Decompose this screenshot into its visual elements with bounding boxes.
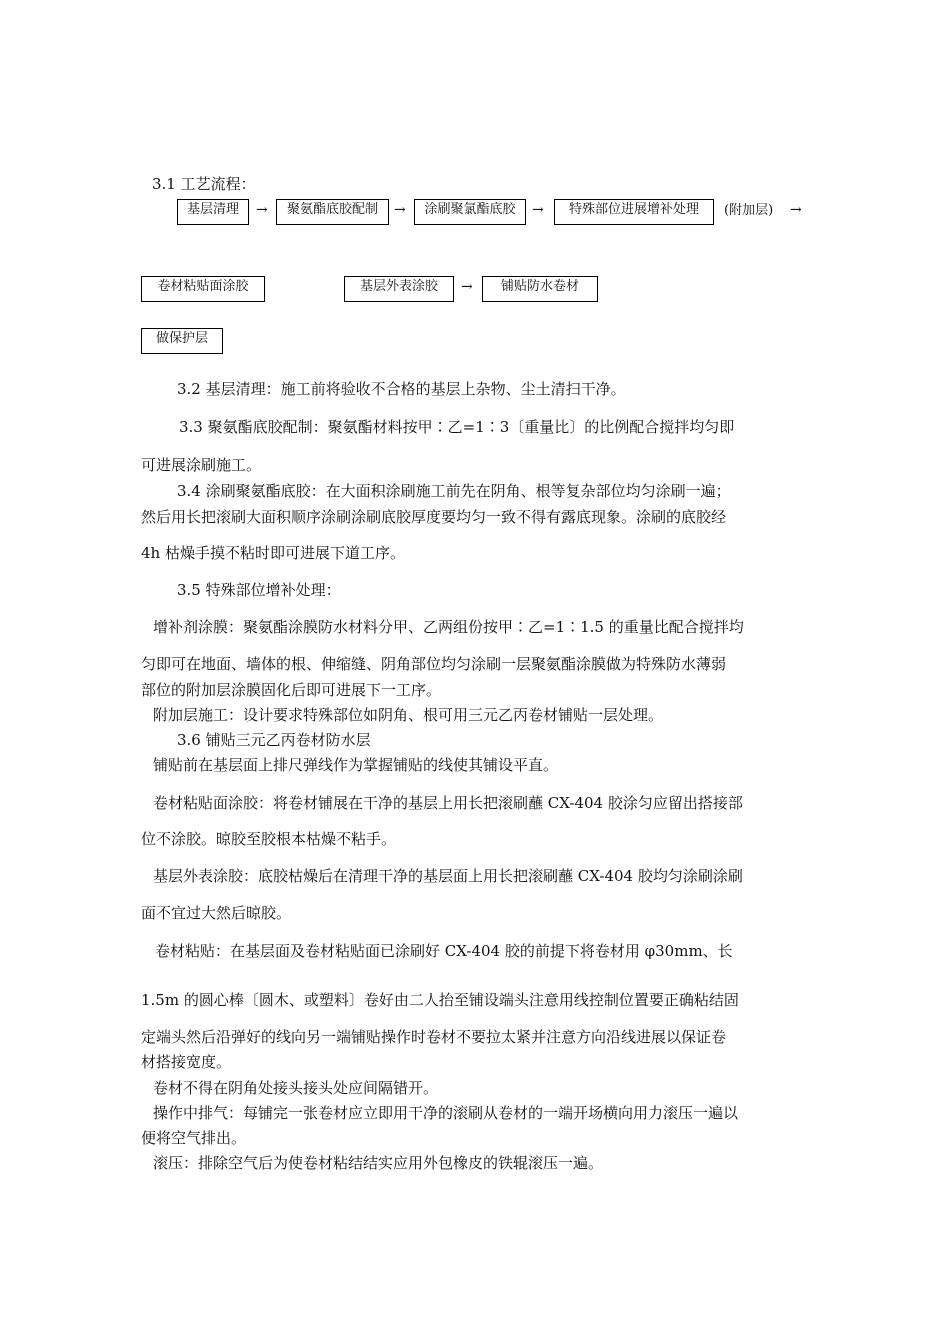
flow-step-protection-layer: 做保护层 [141,328,223,354]
flow-step-base-glue: 基层外表涂胶 [344,276,454,302]
paragraph-membrane-glue-cont: 位不涂胶。晾胶至胶根本枯燥不粘手。 [141,830,397,848]
paragraph-joint-rule: 卷材不得在阴角处接头接头处应间隔错开。 [153,1079,439,1097]
flow-step-lay-membrane: 铺贴防水卷材 [482,276,598,302]
paragraph-3-3-cont: 可进展涂刷施工。 [141,456,262,474]
section-heading-3-1: 3.1 工艺流程： [152,175,256,193]
paragraph-additive-coating-cont: 部位的附加层涂膜固化后即可进展下一工序。 [141,681,442,699]
paragraph-3-4-cont: 然后用长把滚刷大面积顺序涂刷涂刷底胶厚度要均匀一致不得有露底现象。涂刷的底胶经 [141,508,727,526]
flow-arrow-icon: → [394,202,406,218]
paragraph-rolling: 滚压：排除空气后为使卷材粘结结实应用外包橡皮的铁辊滚压一遍。 [153,1154,604,1172]
paragraph-membrane-laying-cont: 材搭接宽度。 [141,1053,232,1071]
flow-step-primer-coating: 涂刷聚氯酯底胶 [414,199,526,225]
paragraph-3-6: 3.6 铺贴三元乙丙卷材防水层 [177,731,371,749]
paragraph-3-2: 3.2 基层清理：施工前将验收不合格的基层上杂物、尘土清扫干净。 [177,380,626,398]
flow-step-membrane-glue: 卷材粘贴面涂胶 [141,276,265,302]
paragraph-exhaust-air-cont: 便将空气排出。 [141,1129,247,1147]
paragraph-membrane-laying-cont: 定端头然后沿弹好的线向另一端铺贴操作时卷材不要拉太紧并注意方向沿线进展以保证卷 [141,1028,727,1046]
paragraph-additive-coating-cont: 匀即可在地面、墙体的根、伸缩缝、阴角部位均匀涂刷一层聚氨酯涂膜做为特殊防水薄弱 [141,655,727,673]
flow-arrow-icon: → [790,202,802,218]
flow-step-primer-mixing: 聚氨酯底胶配制 [276,199,389,225]
paragraph-membrane-glue: 卷材粘贴面涂胶：将卷材铺展在干净的基层上用长把滚刷蘸 CX-404 胶涂匀应留出搭接部 [153,794,743,812]
flow-arrow-icon: → [461,279,473,295]
paragraph-snap-line: 铺贴前在基层面上排尺弹线作为掌握铺贴的线使其铺设平直。 [153,756,559,774]
paragraph-exhaust-air: 操作中排气：每铺完一张卷材应立即用干净的滚刷从卷材的一端开场横向用力滚压一遍以 [153,1104,739,1122]
paragraph-base-glue: 基层外表涂胶：底胶枯燥后在清理干净的基层面上用长把滚刷蘸 CX-404 胶均匀涂刷涂刷 [153,867,743,885]
paragraph-membrane-laying: 卷材粘贴：在基层面及卷材粘贴面已涂刷好 CX-404 胶的前提下将卷材用 φ30mm、长 [155,942,733,960]
flow-arrow-icon: → [256,202,268,218]
flow-step-special-parts: 特殊部位进展增补处理 [554,199,714,225]
paragraph-3-3: 3.3 聚氨酯底胶配制：聚氨酯材料按甲∶乙=1∶3〔重量比〕的比例配合搅拌均匀即 [179,418,735,436]
paragraph-additive-coating: 增补剂涂膜：聚氨酯涂膜防水材料分甲、乙两组份按甲∶乙=1∶1.5 的重量比配合搅拌均 [153,618,744,636]
paragraph-additional-layer: 附加层施工：设计要求特殊部位如阴角、根可用三元乙丙卷材铺贴一层处理。 [153,706,664,724]
paragraph-membrane-laying-cont: 1.5m 的圆心棒〔圆木、或塑料〕卷好由二人抬至铺设端头注意用线控制位置要正确粘结固 [141,991,739,1009]
flow-additional-layer-note: (附加层) [724,203,774,218]
paragraph-3-4-cont: 4h 枯燥手摸不粘时即可进展下道工序。 [141,544,405,562]
paragraph-base-glue-cont: 面不宜过大然后晾胶。 [141,904,292,922]
flow-arrow-icon: → [532,202,544,218]
paragraph-3-4: 3.4 涂刷聚氨酯底胶：在大面积涂刷施工前先在阴角、根等复杂部位均匀涂刷一遍； [177,482,731,500]
flow-step-base-cleaning: 基层清理 [177,199,249,225]
paragraph-3-5: 3.5 特殊部位增补处理： [177,581,341,599]
